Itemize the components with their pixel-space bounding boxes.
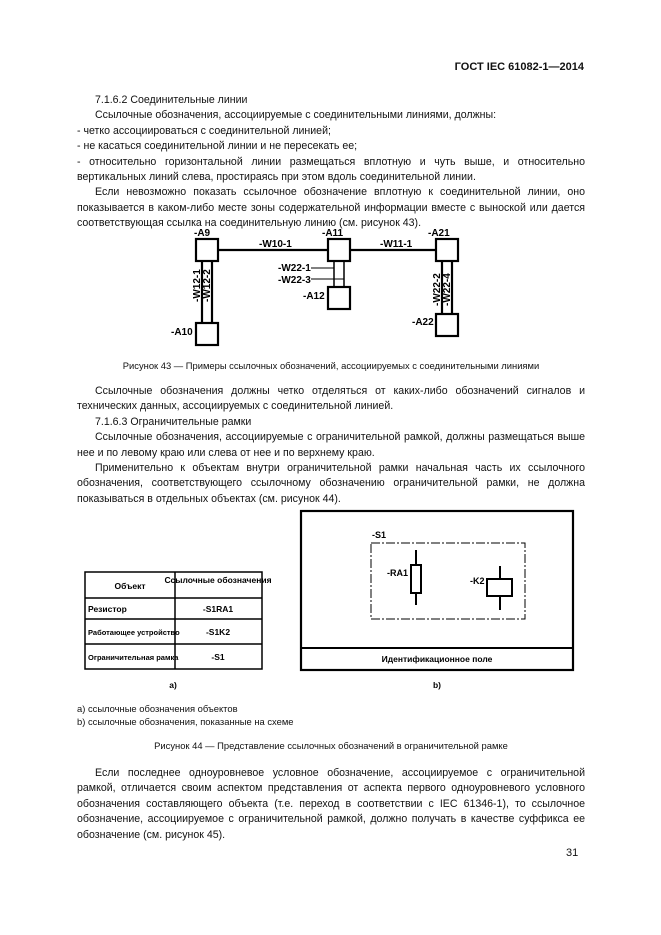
paragraph: Ссылочные обозначения, ассоциируемые с ограничительной рамкой, должны размещаться выше нее и по левому краю или слева от нее и по верхнему краю. — [77, 431, 585, 459]
label-w22-4: -W22-4 — [442, 273, 453, 306]
drawing-frame — [301, 511, 573, 670]
box-a9 — [196, 239, 218, 261]
label-w22-2: -W22-2 — [432, 273, 443, 306]
label-w22-1: -W22-1 — [278, 263, 311, 274]
paragraph: Ссылочные обозначения, ассоциируемые с соединительными линиями, должны: — [95, 109, 497, 122]
label-w12-2: -W12-2 — [202, 269, 213, 302]
section-7-1-6-3 — [77, 384, 585, 507]
label-a9: -A9 — [194, 228, 211, 239]
identification-field: Идентификационное поле — [381, 654, 493, 664]
label-a12: -A12 — [303, 291, 325, 302]
section-heading: 7.1.6.2 Соединительные линии — [95, 94, 248, 106]
label-s1: -S1 — [372, 530, 387, 540]
label-ra1: -RA1 — [387, 568, 409, 578]
label-k2: -K2 — [470, 576, 485, 586]
paragraph: Если последнее одноуровневое условное обозначение, ассоциируемое с ограничительной рамкой, отличается своим аспектом представления от аспекта первого одноуровневого условного обозначения составляющего объекта (т.е. переход в соответствии с IEC 61346-1), то ссылочное обозначение, ассоциируемое с ограничительной рамкой, должно получать в качестве суффикса ее обозначение (см. рисунок 45). — [77, 767, 585, 841]
label-w12-1: -W12-1 — [192, 269, 203, 302]
table-cell: -S1 — [211, 652, 225, 662]
figure-43-diagram — [0, 0, 661, 360]
label-a21: -A21 — [428, 228, 450, 239]
label-a10: -A10 — [171, 327, 193, 338]
relay-coil-symbol — [487, 579, 512, 596]
box-a11 — [328, 239, 350, 261]
table-cell: Работающее устройство — [88, 628, 180, 637]
table-header-ref: Ссылочные обозначения — [164, 575, 272, 585]
page-number: 31 — [566, 847, 579, 859]
label-a: a) — [169, 680, 177, 690]
label-w11-1: -W11-1 — [380, 239, 413, 250]
figure-44 — [0, 500, 661, 700]
box-a12 — [328, 287, 350, 309]
label-w22-3: -W22-3 — [278, 275, 311, 286]
list-item: - относительно горизонтальной линии размещаться вплотную и чуть выше, и относительно вертикальных линий слева, простираясь при этом вдоль соединительной линии. — [77, 155, 585, 184]
paragraph: Применительно к объектам внутри ограничительной рамки начальная часть их ссылочного обозначения, соответствующего ссылочному обозначению ограничительной рамки, не должна показываться в отдельных объектах (см. рисунок 44). — [77, 462, 585, 505]
section-paragraph-final — [77, 766, 585, 843]
table-cell: Ограничительная рамка — [88, 653, 179, 662]
list-item: - не касаться соединительной линии и не пересекать ее; — [77, 140, 358, 153]
label-w10-1: -W10-1 — [259, 239, 292, 250]
box-a22 — [436, 314, 458, 336]
label-a11: -A11 — [322, 228, 344, 239]
paragraph: Ссылочные обозначения должны четко отделяться от каких-либо обозначений сигналов и технических данных, ассоциируемых с соединительной линией. — [77, 385, 585, 413]
box-a10 — [196, 323, 218, 345]
table-cell: -S1RA1 — [202, 604, 234, 614]
standard-header: ГОСТ IEC 61082-1—2014 — [454, 61, 584, 73]
table-header-object: Объект — [114, 581, 146, 591]
section-heading: 7.1.6.3 Ограничительные рамки — [95, 415, 252, 428]
list-item: - четко ассоциироваться с соединительной линией; — [77, 124, 331, 137]
table-cell: Резистор — [88, 604, 127, 614]
label-b: b) — [432, 680, 442, 690]
note-a: a) ссылочные обозначения объектов — [77, 703, 238, 714]
paragraph: Если невозможно показать ссылочное обозначение вплотную к соединительной линии, оно показывается в каком-либо месте зоны содержательной информации вместе с выноской или дается соответствующая ссылка на соединительную линию (см. рисунок 43). — [77, 186, 585, 230]
table-cell: -S1K2 — [205, 627, 231, 637]
box-a21 — [436, 239, 458, 261]
label-a22: -A22 — [412, 317, 434, 328]
figure-43-caption: Рисунок 43 — Примеры ссылочных обозначений, ассоциируемых с соединительными линиями — [122, 360, 540, 371]
resistor-symbol — [411, 565, 421, 593]
figure-44-caption: Рисунок 44 — Представление ссылочных обозначений в ограничительной рамке — [154, 740, 508, 751]
note-b: b) ссылочные обозначения, показанные на схеме — [77, 716, 294, 727]
